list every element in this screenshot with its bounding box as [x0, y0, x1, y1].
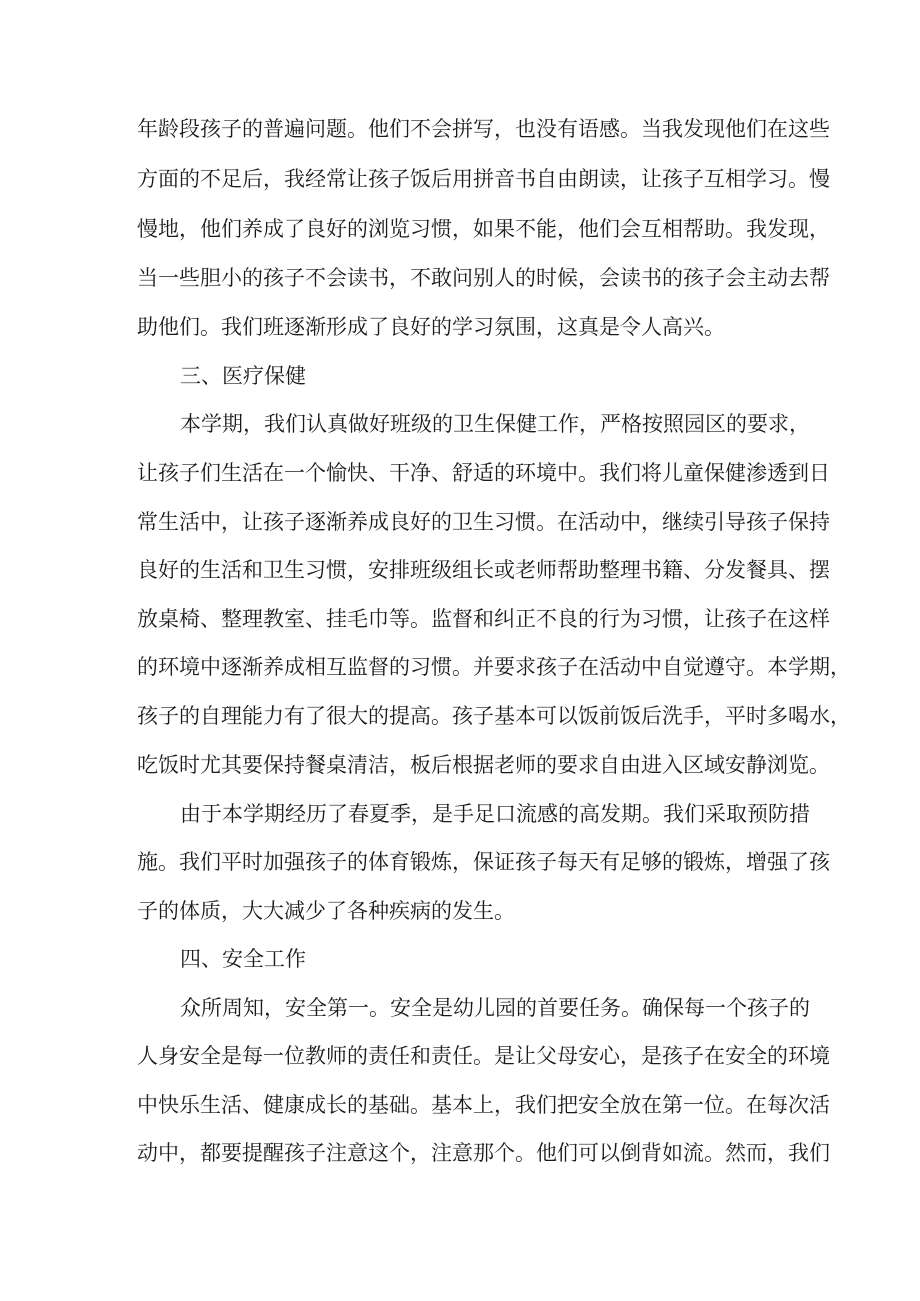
paragraph-line: 子的体质，大大减少了各种疾病的发生。: [137, 899, 515, 923]
section-heading: 三、医疗保健: [180, 364, 306, 388]
paragraph-line: 良好的生活和卫生习惯，安排班级组长或老师帮助整理书籍、分发餐具、摆: [137, 558, 830, 582]
paragraph-line: 众所周知，安全第一。安全是幼儿园的首要任务。确保每一个孩子的: [180, 996, 810, 1020]
section-heading: 四、安全工作: [180, 947, 306, 971]
paragraph-line: 让孩子们生活在一个愉快、干净、舒适的环境中。我们将儿童保健渗透到日: [137, 461, 830, 485]
paragraph-line: 当一些胆小的孩子不会读书，不敢问别人的时候，会读书的孩子会主动去帮: [137, 266, 830, 290]
paragraph-line: 孩子的自理能力有了很大的提高。孩子基本可以饭前饭后洗手，平时多喝水，: [137, 704, 851, 728]
paragraph-line: 放桌椅、整理教室、挂毛巾等。监督和纠正不良的行为习惯，让孩子在这样: [137, 607, 830, 631]
paragraph-line: 常生活中，让孩子逐渐养成良好的卫生习惯。在活动中，继续引导孩子保持: [137, 510, 830, 534]
paragraph-line: 助他们。我们班逐渐形成了良好的学习氛围，这真是令人高兴。: [137, 315, 725, 339]
paragraph-line: 施。我们平时加强孩子的体育锻炼，保证孩子每天有足够的锻炼，增强了孩: [137, 850, 830, 874]
paragraph-line: 动中，都要提醒孩子注意这个，注意那个。他们可以倒背如流。然而，我们: [137, 1141, 830, 1165]
paragraph-line: 吃饭时尤其要保持餐桌清洁，板后根据老师的要求自由进入区域安静浏览。: [137, 753, 830, 777]
paragraph-line: 本学期，我们认真做好班级的卫生保健工作，严格按照园区的要求，: [180, 412, 810, 436]
paragraph-line: 由于本学期经历了春夏季，是手足口流感的高发期。我们采取预防措: [180, 802, 810, 826]
paragraph-line: 慢地，他们养成了良好的浏览习惯，如果不能，他们会互相帮助。我发现，: [137, 217, 830, 241]
paragraph-line: 中快乐生活、健康成长的基础。基本上，我们把安全放在第一位。在每次活: [137, 1093, 830, 1117]
paragraph-line: 年龄段孩子的普遍问题。他们不会拼写，也没有语感。当我发现他们在这些: [137, 117, 830, 141]
paragraph-line: 的环境中逐渐养成相互监督的习惯。并要求孩子在活动中自觉遵守。本学期，: [137, 655, 851, 679]
paragraph-line: 方面的不足后，我经常让孩子饭后用拼音书自由朗读，让孩子互相学习。慢: [137, 167, 830, 191]
paragraph-line: 人身安全是每一位教师的责任和责任。是让父母安心，是孩子在安全的环境: [137, 1044, 830, 1068]
